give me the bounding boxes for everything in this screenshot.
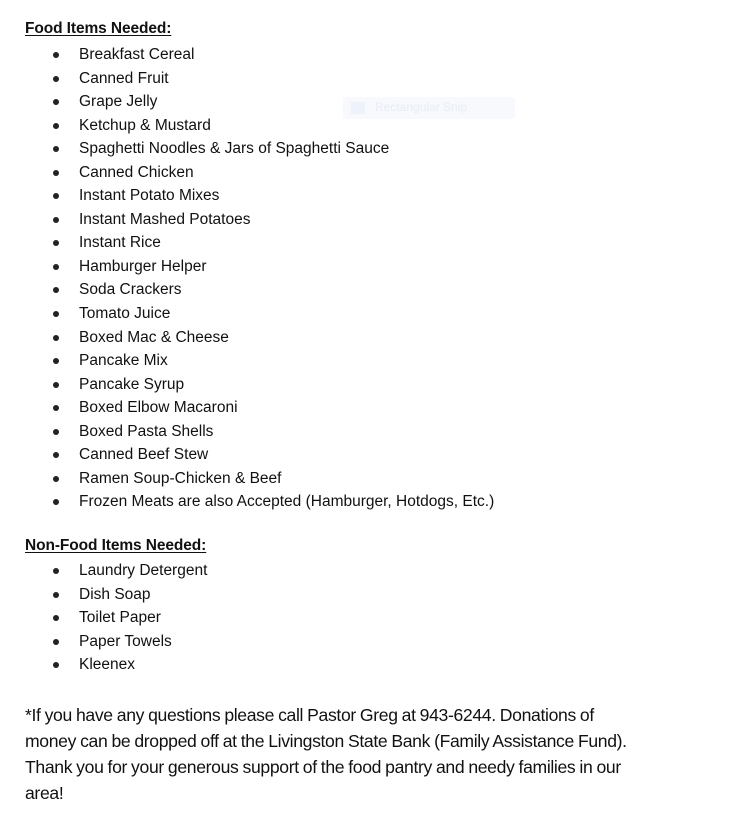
list-item-text: Toilet Paper bbox=[79, 609, 161, 627]
note-line: money can be dropped off at the Livingston State Bank (Family Assistance Fund). bbox=[25, 731, 627, 751]
bullet-icon bbox=[53, 662, 59, 668]
list-item-text: Laundry Detergent bbox=[79, 562, 208, 579]
bullet-icon bbox=[53, 217, 59, 223]
bullet-icon bbox=[53, 615, 59, 621]
list-item-text: Kleenex bbox=[79, 656, 136, 674]
note-line: area! bbox=[25, 783, 64, 803]
list-item-text: Frozen Meats are also Accepted (Hamburger, Hotdogs, Etc.) bbox=[79, 493, 495, 511]
list-item-text: Boxed Elbow Macaroni bbox=[79, 399, 238, 417]
note-line: Thank you for your generous support of the food pantry and needy families in our bbox=[25, 757, 621, 777]
bullet-icon bbox=[53, 382, 59, 388]
list-item-text: Canned Chicken bbox=[79, 163, 194, 181]
list-item-text: Canned Beef Stew bbox=[79, 446, 209, 464]
bullet-icon bbox=[53, 76, 59, 82]
list-item-text: Dish Soap bbox=[79, 585, 151, 603]
list-item-text: Instant Potato Mixes bbox=[79, 187, 220, 205]
bullet-icon bbox=[53, 592, 59, 598]
list-item-text: Breakfast Cereal bbox=[79, 46, 195, 63]
bullet-icon bbox=[53, 476, 59, 482]
bullet-icon bbox=[53, 193, 59, 199]
list-item-text: Instant Mashed Potatoes bbox=[79, 210, 251, 228]
bullet-icon bbox=[53, 335, 59, 341]
list-item-text: Pancake Syrup bbox=[79, 375, 185, 393]
bullet-icon bbox=[53, 358, 59, 364]
list-item-text: Grape Jelly bbox=[79, 93, 158, 111]
list-item-text: Soda Crackers bbox=[79, 281, 182, 299]
food-items-heading: Food Items Needed: bbox=[25, 20, 172, 37]
list-item-text: Instant Rice bbox=[79, 234, 161, 252]
bullet-icon bbox=[53, 405, 59, 411]
bullet-icon bbox=[53, 99, 59, 105]
bullet-icon bbox=[53, 264, 59, 270]
bullet-icon bbox=[53, 240, 59, 246]
snip-ghost-overlay bbox=[343, 97, 515, 119]
bullet-icon bbox=[53, 452, 59, 458]
list-item-text: Canned Fruit bbox=[79, 69, 169, 87]
bullet-icon bbox=[53, 170, 59, 176]
bullet-icon bbox=[53, 146, 59, 152]
list-item-text: Ramen Soup-Chicken & Beef bbox=[79, 469, 282, 487]
snip-ghost-label: Rectangular Snip bbox=[375, 100, 468, 114]
list-item-text: Ketchup & Mustard bbox=[79, 116, 211, 134]
non-food-items-heading: Non-Food Items Needed: bbox=[25, 537, 207, 554]
bullet-icon bbox=[53, 568, 59, 574]
list-item-text: Boxed Pasta Shells bbox=[79, 422, 214, 440]
list-item-text: Hamburger Helper bbox=[79, 257, 207, 275]
note-line: *If you have any questions please call Pastor Greg at 943-6244. Donations of bbox=[25, 705, 594, 725]
scissors-icon bbox=[351, 102, 365, 114]
list-item-text: Boxed Mac & Cheese bbox=[79, 328, 229, 346]
list-item-text: Tomato Juice bbox=[79, 305, 171, 323]
bullet-icon bbox=[53, 429, 59, 435]
contact-note bbox=[25, 702, 745, 806]
list-item-text: Spaghetti Noodles & Jars of Spaghetti Sauce bbox=[79, 140, 390, 158]
list-item-text: Paper Towels bbox=[79, 632, 172, 650]
list-item-text: Pancake Mix bbox=[79, 352, 168, 370]
bullet-icon bbox=[53, 287, 59, 293]
bullet-icon bbox=[53, 499, 59, 505]
bullet-icon bbox=[53, 639, 59, 645]
bullet-icon bbox=[53, 52, 59, 58]
bullet-icon bbox=[53, 311, 59, 317]
bullet-icon bbox=[53, 123, 59, 129]
